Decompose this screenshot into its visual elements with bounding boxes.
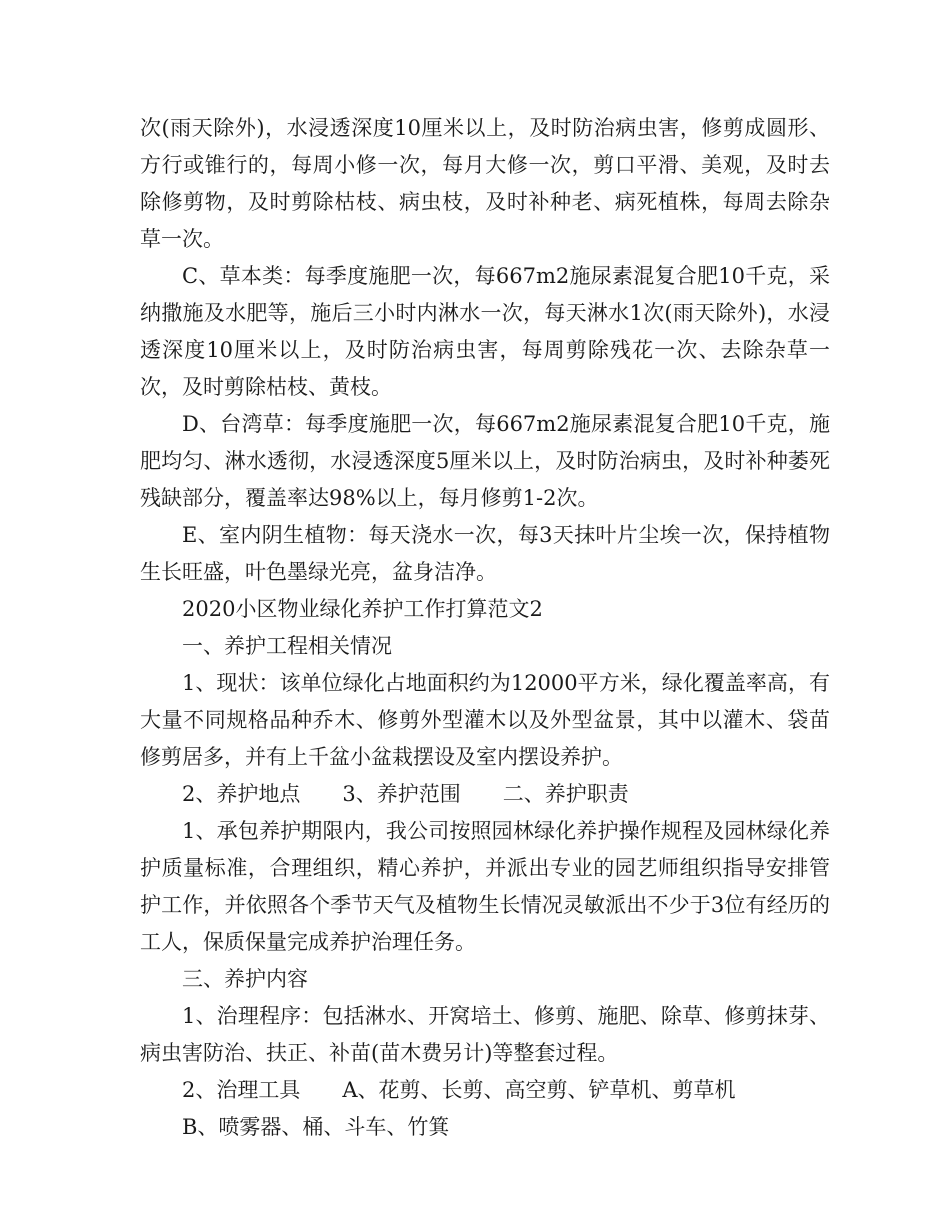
paragraph-5: 1、现状：该单位绿化占地面积约为12000平方米，绿化覆盖率高，有大量不同规格品种乔木、修剪外型灌木以及外型盆景，其中以灌木、袋苗修剪居多，并有上千盆小盆栽摆设及室内摆设养护。 bbox=[140, 671, 830, 769]
paragraph-9: B、喷雾器、桶、斗车、竹箕 bbox=[182, 1115, 450, 1139]
paragraph-4: E、室内阴生植物：每天浇水一次，每3天抹叶片尘埃一次，保持植物生长旺盛，叶色墨绿光亮，盆身洁净。 bbox=[140, 523, 830, 584]
paragraph-1: 次(雨天除外)，水浸透深度10厘米以上，及时防治病虫害，修剪成圆形、方行或锥行的，每周小修一次，每月大修一次，剪口平滑、美观，及时去除修剪物，及时剪除枯枝、病虫枝，及时补种老、病死植株，每周去除杂草一次。 bbox=[140, 116, 830, 251]
paragraph-3: D、台湾草：每季度施肥一次，每667m2施尿素混复合肥10千克，施肥均匀、淋水透彻，水浸透深度5厘米以上，及时防治病虫，及时补种萎死残缺部分，覆盖率达98%以上，每月修剪1-2次。 bbox=[140, 412, 830, 510]
heading-line: 2、养护地点 3、养护范围 二、养护职责 bbox=[182, 782, 629, 806]
paragraph-6: 1、承包养护期限内，我公司按照园林绿化养护操作规程及园林绿化养护质量标准，合理组织，精心养护，并派出专业的园艺师组织指导安排管护工作，并依照各个季节天气及植物生长情况灵敏派出不少于3位有经历的工人，保质保量完成养护治理任务。 bbox=[140, 819, 830, 954]
heading-1: 一、养护工程相关情况 bbox=[182, 634, 392, 658]
paragraph-7: 1、治理程序：包括淋水、开窝培土、修剪、施肥、除草、修剪抹芽、病虫害防治、扶正、补苗(苗木费另计)等整套过程。 bbox=[140, 1004, 830, 1065]
paragraph-8: 2、治理工具 A、花剪、长剪、高空剪、铲草机、剪草机 bbox=[182, 1078, 736, 1102]
heading-3: 三、养护内容 bbox=[182, 967, 308, 991]
document-page bbox=[140, 110, 830, 1146]
paragraph-2: C、草本类：每季度施肥一次，每667m2施尿素混复合肥10千克，采纳撒施及水肥等，施后三小时内淋水一次，每天淋水1次(雨天除外)，水浸透深度10厘米以上，及时防治病虫害，每周剪除残花一次、去除杂草一次，及时剪除枯枝、黄枝。 bbox=[140, 264, 830, 399]
section-title: 2020小区物业绿化养护工作打算范文2 bbox=[182, 597, 543, 621]
